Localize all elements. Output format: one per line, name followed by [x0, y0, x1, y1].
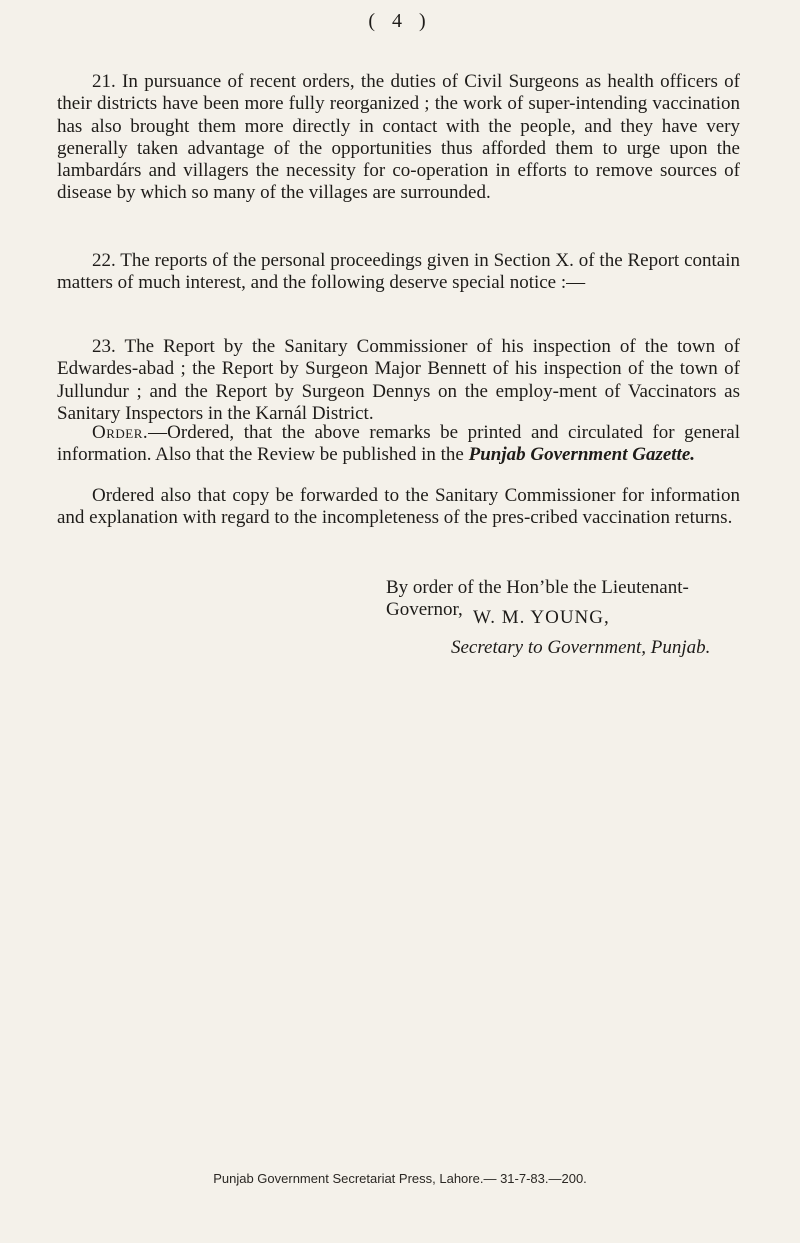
paragraph-21-text: 21. In pursuance of recent orders, the duties of Civil Surgeons as health officers of their districts have been more fully reorganized ; the work of super-intending vaccination has also brought them more directly in contact with the people, and they have very generally taken advantage of the opportunities thus afforded them to urge upon the lambardárs and villagers the necessity for co-operation in efforts to remove sources of disease by which so many of the villages are surrounded. — [57, 71, 740, 204]
paragraph-23-text: 23. The Report by the Sanitary Commissioner of his inspection of the town of Edwardes-abad ; the Report by Surgeon Major Bennett of his inspection of the town of Jullundur ; and the Report by Surgeon Dennys on the employ-ment of Vaccinators as Sanitary Inspectors in the Karnál District. — [57, 336, 740, 424]
order-paragraph-text — [57, 422, 740, 467]
also-ordered-text: Ordered also that copy be forwarded to the Sanitary Commissioner for information and explanation with regard to the incompleteness of the pres-cribed vaccination returns. — [57, 485, 740, 529]
also-ordered-paragraph — [57, 485, 740, 530]
signatory-name: W. M. YOUNG, — [473, 607, 610, 628]
order-text: —Ordered, that the above remarks be printed and circulated for general information. Also that the Review be published in the — [57, 422, 740, 466]
page-number: ( 4 ) — [368, 10, 432, 32]
gazette-name: Punjab Government Gazette. — [468, 444, 696, 466]
order-paragraph — [57, 422, 740, 467]
printer-imprint: Punjab Government Secretariat Press, Lahore.— 31-7-83.—200. — [213, 1171, 587, 1186]
order-label: Order. — [92, 422, 149, 443]
signatory-title: Secretary to Government, Punjab. — [451, 637, 711, 658]
signature-authority-line: By order of the Hon’ble the Lieutenant-Governor, — [386, 577, 689, 620]
paragraph-22 — [57, 250, 740, 295]
paragraph-21 — [57, 71, 740, 205]
paragraph-22-text: 22. The reports of the personal proceedings given in Section X. of the Report contain matters of much interest, and the following deserve special notice :— — [57, 250, 740, 294]
paragraph-23 — [57, 336, 740, 425]
